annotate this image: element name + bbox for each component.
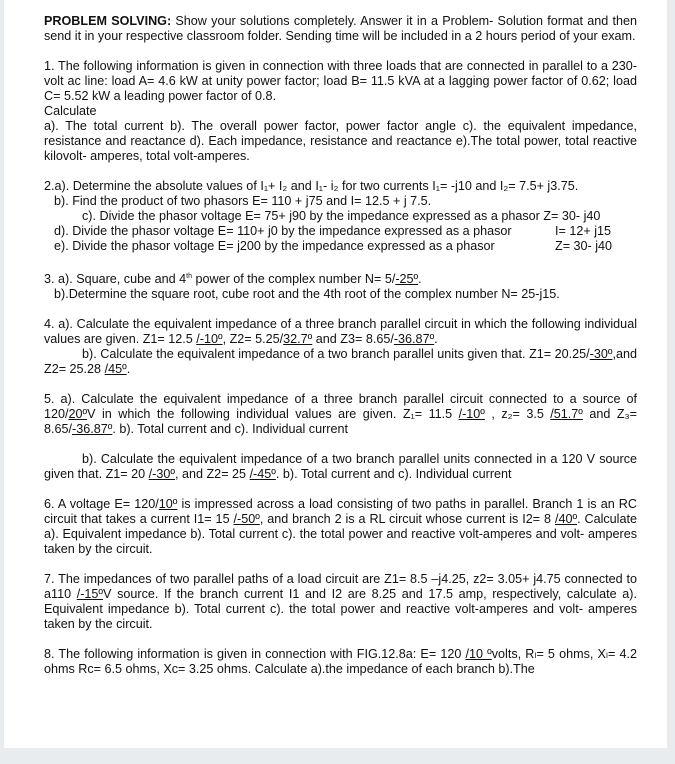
problem-4a-t2: , Z2= 5.25/ [222,332,284,347]
problem-2e [44,239,637,254]
problem-4 [44,317,637,377]
problem-4b-t3: . [126,362,131,377]
problem-5a-t5: . b). Total current and c). Individual current [112,422,348,437]
problem-5a-t4: and Z₃= 8.65/ [44,407,637,437]
problem-5b [44,452,637,482]
problem-5a-u4: -36.87º [72,422,113,437]
problem-4b-u2: /45º [104,362,127,377]
page-bottom-margin [0,748,675,764]
problem-5b-t3: . b). Total current and c). Individual current [275,467,512,482]
problem-4b-t1: b). Calculate the equivalent impedance of a two branch parallel units given that. Z1= 20.25/ [82,347,590,362]
problem-4a [44,317,637,347]
instructions [44,14,637,44]
problem-2d [44,224,637,239]
problem-4a-t4: . [434,332,438,347]
problem-4a-t1: 4. a). Calculate the equivalent impedance of a three branch parallel circuit in which the following individual values are given. Z1= 12.5 [44,317,637,347]
problem-3a-angle: -25º [395,272,419,287]
problem-2e-text: e). Divide the phasor voltage E= j200 by the impedance expressed as a phasor [54,239,495,253]
problem-7-t2: V source. If the branch current I1 and I2 are 8.25 and 17.5 amp, respectively, calculate a). Equivalent impedance b). Total current c). the total power and reactive volt-amperes and volt- amperes taken by the circuit. [44,587,637,632]
problem-2a: 2.a). Determine the absolute values of I₁+ I₂ and I₁- i₂ for two currents I₁= -j10 and I₂= 7.5+ j3.75. [44,179,579,193]
problem-1-intro: 1. The following information is given in connection with three loads that are connected in parallel to a 230-volt ac line: load A= 4.6 kW at unity power factor; load B= 11.5 kVA at a lagging power factor of 0.62; load C= 5.52 kW a leading power factor of 0.8. [44,59,637,103]
problem-6-t3: , and branch 2 is a RL circuit whose current is I2= 8 [259,512,555,527]
problem-7-t1: 7. The impedances of two parallel paths of a load circuit are Z1= 8.5 –j4.25, z2= 3.05+ j4.75 connected to a110 [44,572,637,602]
problem-6-u2: /-50º [233,512,260,527]
problem-4a-u2: 32.7º [283,332,313,347]
problem-3 [44,269,637,302]
problem-6-t1: 6. A voltage E= 120/ [44,497,159,512]
problem-5b-u1: /-30º [148,467,175,482]
problem-2d-phasor: I= 12+ j15 [555,224,612,238]
problem-7-u1: /-15º [76,587,104,602]
document-content [44,14,637,677]
problem-8-t2: volts, Rₗ= 5 ohms, Xₗ= 4.2 ohms Rᴄ= 6.5 ohms, Xᴄ= 3.25 ohms. Calculate a).the impedance of each branch b).The [44,647,637,677]
instructions-heading: PROBLEM SOLVING: [44,14,172,28]
problem-3a-end: . [418,272,422,287]
problem-6-t2: is impressed across a load consisting of two paths in parallel. Branch 1 is an RC circuit that takes a current I1= 15 [44,497,637,527]
problem-2d-text: d). Divide the phasor voltage E= 110+ j0 by the impedance expressed as a phasor [54,224,512,238]
problem-4b-t2: ,and Z2= 25.28 [44,347,637,377]
problem-3a-mid: power of the complex number N= 5/ [191,272,396,287]
problem-8-u1: /10 º [465,647,492,662]
problem-5a-u2: /-10º [458,407,485,422]
problem-6-u1: 10º [158,497,178,512]
problem-3b: b).Determine the square root, cube root and the 4th root of the complex number N= 25-j15. [54,287,560,302]
problem-7 [44,572,637,632]
problem-5a-u1: 20º [68,407,88,422]
problem-5a-u3: /51.7º [550,407,583,422]
problem-5a [44,392,637,437]
problem-1-tasks: a). The total current b). The overall power factor, power factor angle c). the equivalent impedance, resistance and reactance d). Each impedance, resistance and reactance e).The total power, total reactive kilovolt- amperes, total volt-amperes. [44,119,637,163]
problem-5b-t1: b). Calculate the equivalent impedance of a two branch parallel units connected in a 120 V source given that. Z1= 20 [44,452,637,482]
problem-5b-t2: , and Z2= 25 [174,467,250,482]
problem-2 [44,179,637,254]
problem-6 [44,497,637,557]
problem-5 [44,392,637,482]
problem-1-calculate: Calculate [44,104,97,118]
problem-4b [44,347,637,377]
problem-2b: b). Find the product of two phasors E= 110 + j75 and I= 12.5 + j 7.5. [54,194,432,208]
problem-4a-t3: and Z3= 8.65/ [312,332,394,347]
problem-6-u3: /40º [554,512,578,527]
problem-2e-phasor: Z= 30- j40 [555,239,613,253]
problem-6-t4: . Calculate a). Equivalent impedance b). Total current c). the total power and reactive volt-amperes and volt- amperes taken by the circuit. [44,512,637,557]
problem-5a-t3: , z₂= 3.5 [484,407,551,422]
problem-4b-u1: -30º [589,347,613,362]
problem-8 [44,647,637,677]
document-page [4,0,667,748]
problem-5b-u2: /-45º [249,467,276,482]
problem-2c: c). Divide the phasor voltage E= 75+ j90 by the impedance expressed as a phasor Z= 30- j40 [82,209,601,223]
problem-4a-u1: /-10º [196,332,223,347]
instructions-text: Show your solutions completely. Answer it in a Problem- Solution format and then send it in your respective classroom folder. Sending time will be included in a 2 hours period of your exam. [44,14,637,43]
problem-4a-u3: -36.87º [393,332,435,347]
problem-3a-text: 3. a). Square, cube and 4 [44,272,187,287]
problem-1 [44,59,637,164]
problem-8-t1: 8. The following information is given in connection with FIG.12.8a: E= 120 [44,647,466,662]
problem-5a-t1: 5. a). Calculate the equivalent impedance of a three branch parallel circuit connected to a source of 120/ [44,392,637,422]
problem-3a-sup: th [186,273,192,280]
problem-3a [44,269,637,287]
problem-5a-t2: V in which the following individual values are given. Z₁= 11.5 [87,407,459,422]
